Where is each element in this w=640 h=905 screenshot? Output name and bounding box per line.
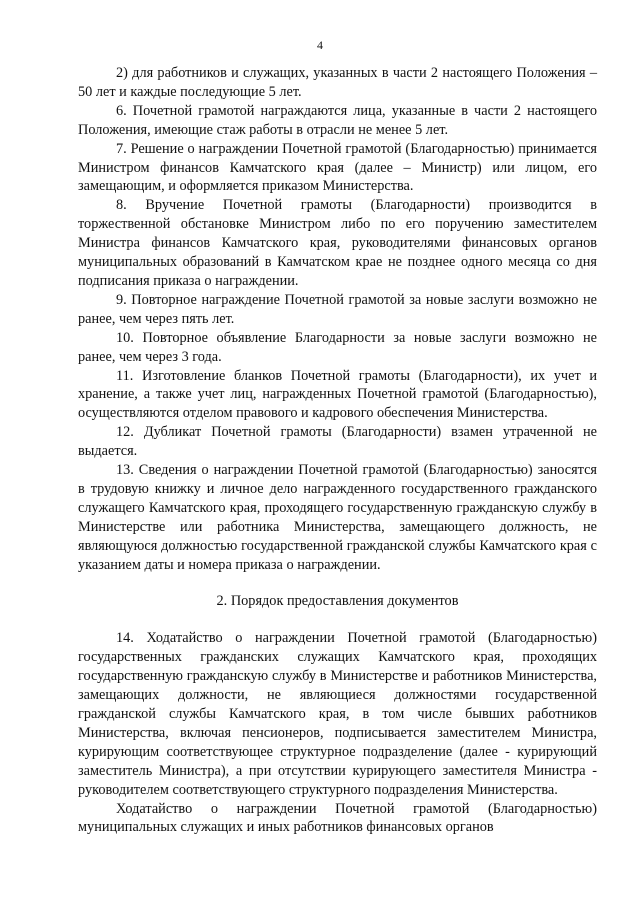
paragraph-8: 8. Вручение Почетной грамоты (Благодарности) производится в торжественной обстановке Министром либо по его поручению заместителем Министра финансов Камчатского края, руководителями финансовых органов муниципальных образований в Камчатском крае не позднее одного месяца со дня подписания приказа о награждении. [78,197,597,289]
paragraph-14-continued: Ходатайство о награждении Почетной грамотой (Благодарностью) муниципальных служащих и иных работников финансовых органов [78,800,597,836]
paragraph-9: 9. Повторное награждение Почетной грамотой за новые заслуги возможно не ранее, чем через пять лет. [78,291,597,327]
paragraph-13: 13. Сведения о награждении Почетной грамотой (Благодарностью) заносятся в трудовую книжку и личное дело награжденного государственного гражданского служащего Камчатского края, проходящего государственную гражданскую службу в Министерстве или работника Министерства, замещающего должность, не являющуюся должностью государственной гражданской службы Камчатского края с указанием даты и номера приказа о награждении. [78,462,597,573]
paragraph-6: 6. Почетной грамотой награждаются лица, указанные в части 2 настоящего Положения, имеющие стаж работы в отрасли не менее 5 лет. [78,102,597,138]
paragraph-14: 14. Ходатайство о награждении Почетной грамотой (Благодарностью) государственных гражданских служащих Камчатского края, проходящих государственную гражданскую службу в Министерстве и работников Министерства, замещающих должности, не являющиеся должностями государственной гражданской службы Камчатского края, в том числе бывших работников Министерства, включая пенсионеров, подписывается заместителем Министра, курирующим соответствующее структурное подразделение (далее - курирующий заместитель Министра), а при отсутствии курирующего заместителя Министра - руководителем соответствующего структурного подразделения Министерства. [78,630,597,798]
paragraph-10: 10. Повторное объявление Благодарности за новые заслуги возможно не ранее, чем через 3 года. [78,329,597,365]
paragraph-11: 11. Изготовление бланков Почетной грамоты (Благодарности), их учет и хранение, а также учет лиц, награжденных Почетной грамотой (Благодарностью), осуществляются отделом правового и кадрового обеспечения Министерства. [78,367,597,422]
document-body [78,64,597,837]
page-number: 4 [317,38,323,52]
section-heading: 2. Порядок предоставления документов [216,593,459,610]
paragraph-5-item-2: 2) для работников и служащих, указанных в части 2 настоящего Положения – 50 лет и каждые последующие 5 лет. [78,65,597,100]
paragraph-7: 7. Решение о награждении Почетной грамотой (Благодарностью) принимается Министром финансов Камчатского края (далее – Министр) или лицом, его замещающим, и оформляется приказом Министерства. [78,140,597,195]
paragraph-12: 12. Дубликат Почетной грамоты (Благодарности) взамен утраченной не выдается. [78,424,597,460]
